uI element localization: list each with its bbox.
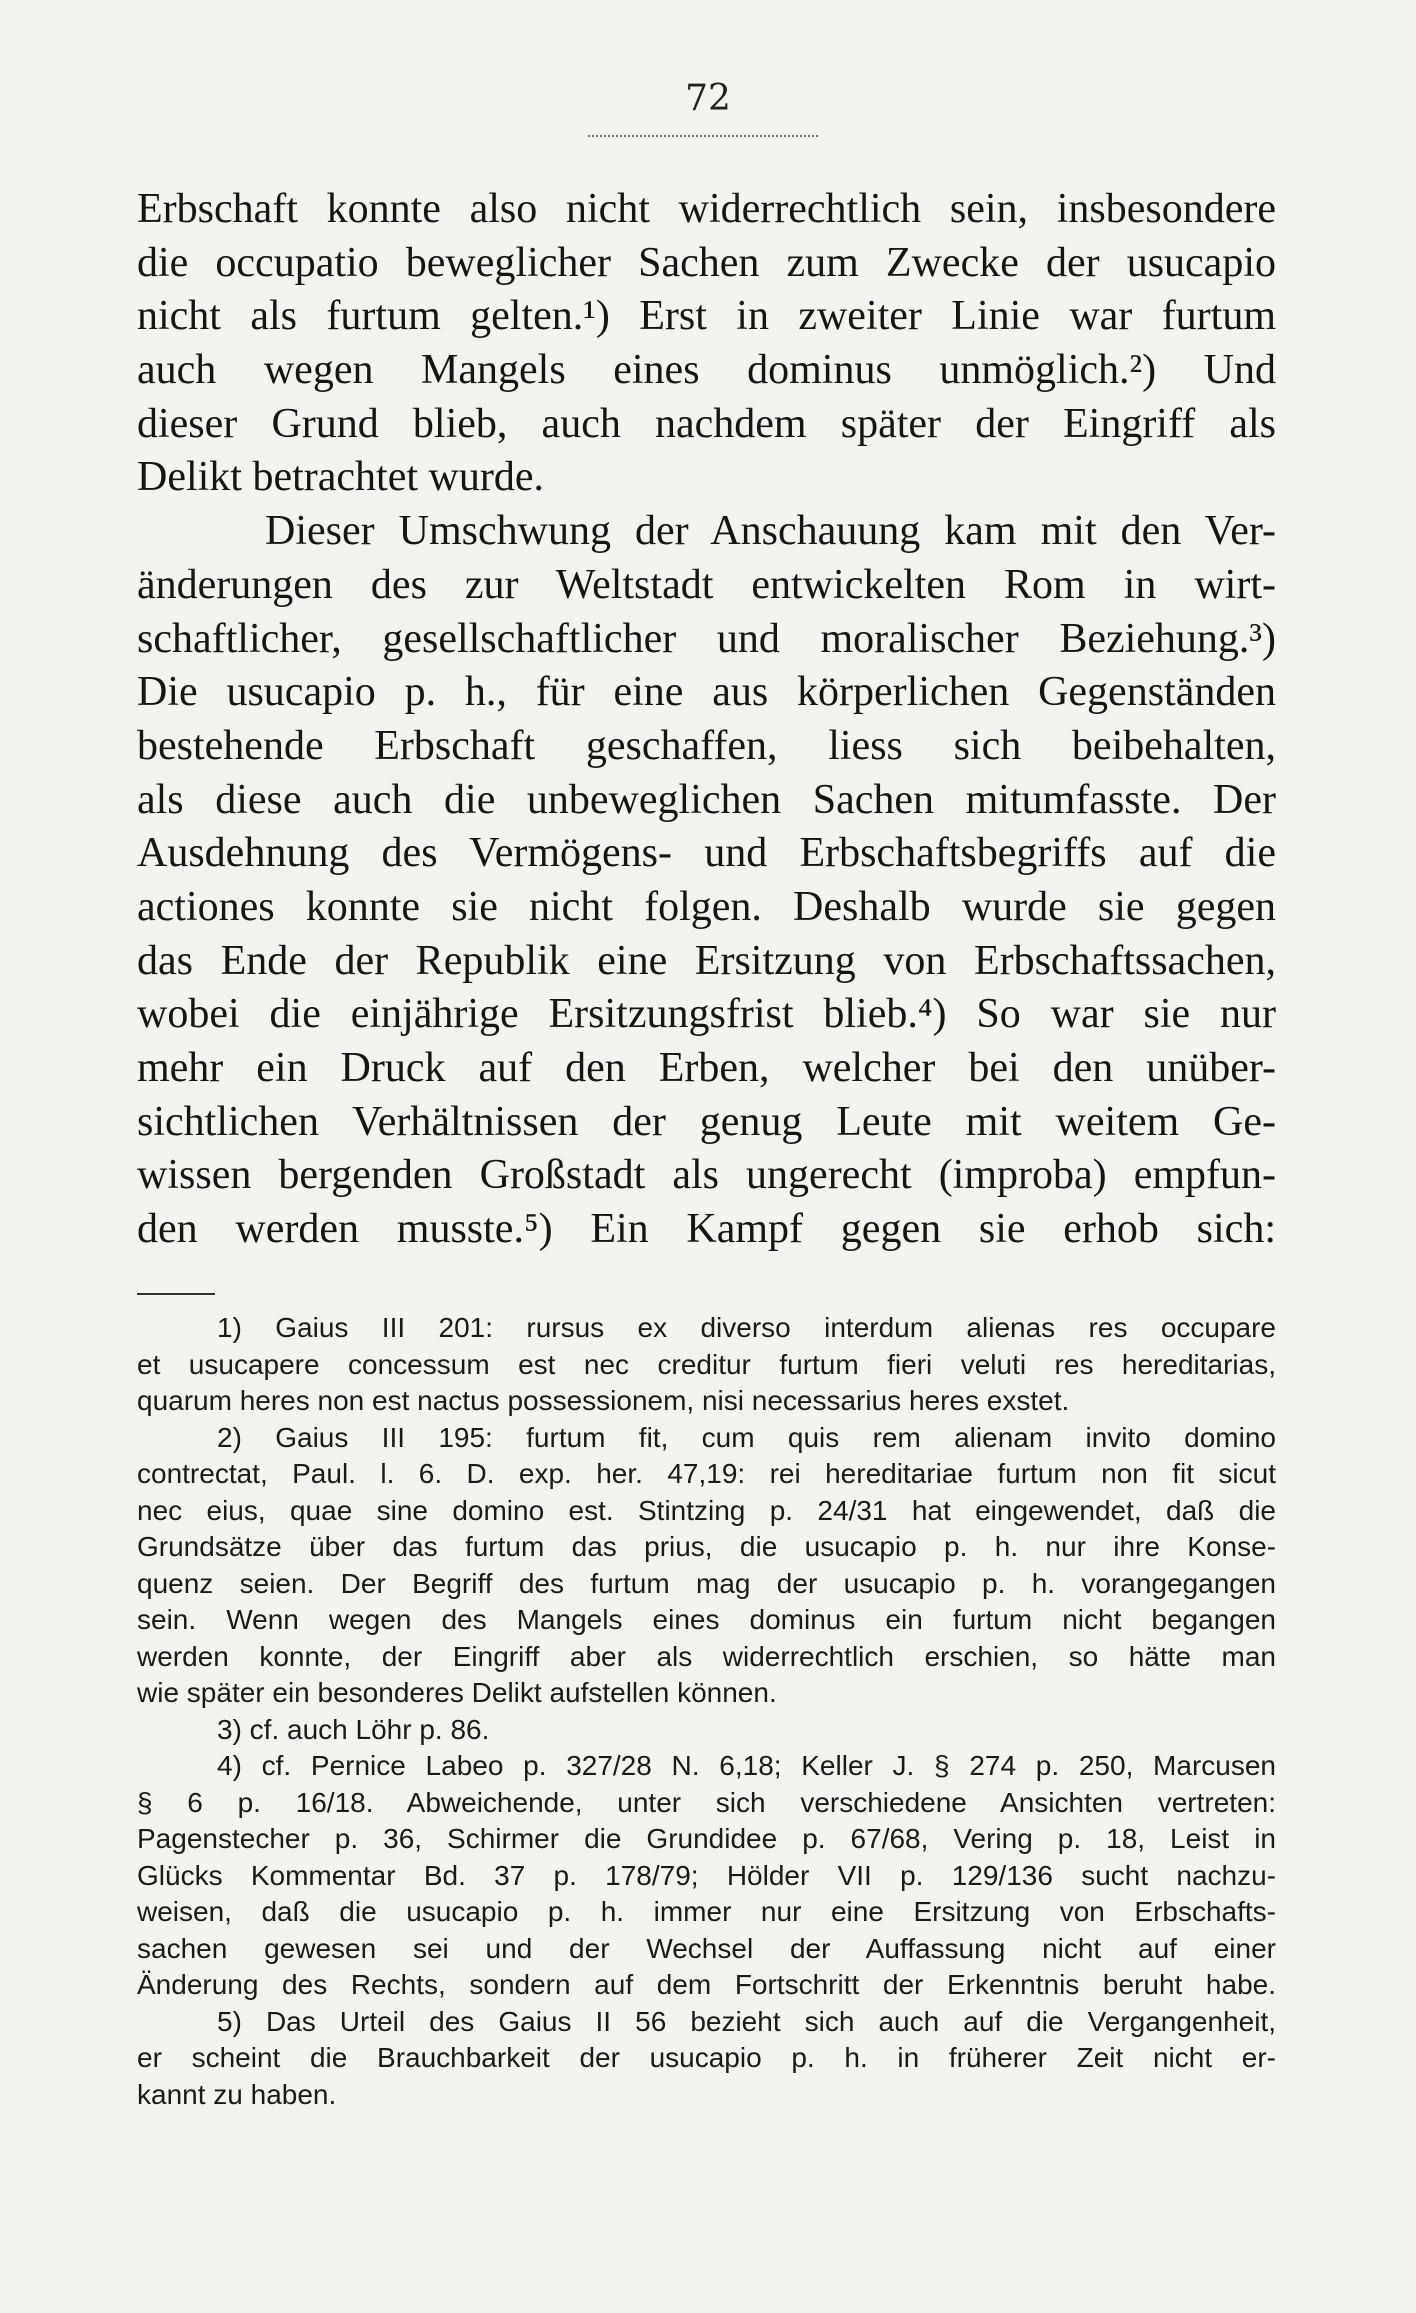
footnote-line: wie später ein besonderes Delikt aufstellen können.	[137, 1677, 777, 1708]
footnote-line: contrectat, Paul. l. 6. D. exp. her. 47,19: rei hereditariae furtum non fit sicut	[137, 1458, 1276, 1489]
text-line: Dieser Umschwung der Anschauung kam mit den Ver-	[265, 508, 1276, 555]
text-line: das Ende der Republik eine Ersitzung von Erbschaftssachen,	[137, 937, 1276, 984]
footnote-line: Pagenstecher p. 36, Schirmer die Grundidee p. 67/68, Vering p. 18, Leist in	[137, 1823, 1276, 1854]
text-line: wissen bergenden Großstadt als ungerecht (improba) empfun-	[137, 1152, 1276, 1199]
footnote-line: nec eius, quae sine domino est. Stintzing p. 24/31 hat eingewendet, daß die	[137, 1494, 1276, 1526]
footnote-line: 3) cf. auch Löhr p. 86.	[217, 1713, 490, 1745]
footnote-line: kannt zu haben.	[137, 2078, 337, 2110]
text-line: als diese auch die unbeweglichen Sachen mitumfasste. Der	[137, 776, 1276, 823]
footnote-line: Grundsätze über das furtum das prius, die usucapio p. h. nur ihre Konse-	[137, 1531, 1276, 1562]
text-line: sichtlichen Verhältnissen der genug Leute mit weitem Ge-	[137, 1098, 1276, 1145]
footnote-line: 4) cf. Pernice Labeo p. 327/28 N. 6,18; Keller J. § 274 p. 250, Marcusen	[217, 1750, 1276, 1781]
main-text	[137, 183, 1276, 1257]
footnote-line: quarum heres non est nactus possessionem, nisi necessarius heres exstet.	[137, 1385, 1070, 1416]
footnote-line: sachen gewesen sei und der Wechsel der Auffassung nicht auf einer	[137, 1932, 1276, 1964]
footnote-line: 1) Gaius III 201: rursus ex diverso interdum alienas res occupare	[217, 1312, 1276, 1343]
text-line: die occupatio beweglicher Sachen zum Zwecke der usucapio	[137, 239, 1276, 286]
text-line: Delikt betrachtet wurde.	[137, 454, 544, 501]
text-line: Die usucapio p. h., für eine aus körperlichen Gegenständen	[137, 669, 1276, 716]
footnote-line: § 6 p. 16/18. Abweichende, unter sich verschiedene Ansichten vertreten:	[137, 1786, 1276, 1818]
footnote-separator	[137, 1293, 215, 1295]
text-line: dieser Grund blieb, auch nachdem später der Eingriff als	[137, 400, 1276, 447]
text-line: änderungen des zur Weltstadt entwickelten Rom in wirt-	[137, 561, 1276, 608]
text-line: Ausdehnung des Vermögens- und Erbschaftsbegriffs auf die	[137, 830, 1276, 877]
text-line: actiones konnte sie nicht folgen. Deshalb wurde sie gegen	[137, 883, 1276, 930]
footnote-line: quenz seien. Der Begriff des furtum mag der usucapio p. h. vorangegangen	[137, 1567, 1276, 1599]
text-line: schaftlicher, gesellschaftlicher und moralischer Beziehung.³)	[137, 615, 1276, 662]
text-line: auch wegen Mangels eines dominus unmöglich.²) Und	[137, 347, 1276, 394]
text-line: mehr ein Druck auf den Erben, welcher bei den unüber-	[137, 1045, 1276, 1091]
footnote-line: 2) Gaius III 195: furtum fit, cum quis rem alienam invito domino	[217, 1421, 1276, 1453]
text-line: wobei die einjährige Ersitzungsfrist blieb.⁴) So war sie nur	[137, 991, 1276, 1038]
footnote-line: werden konnte, der Eingriff aber als widerrechtlich erschien, so hätte man	[137, 1640, 1276, 1672]
footnote-line: Glücks Kommentar Bd. 37 p. 178/79; Hölder VII p. 129/136 sucht nachzu-	[137, 1859, 1276, 1891]
page-number: 72	[685, 78, 731, 119]
text-line: Erbschaft konnte also nicht widerrechtlich sein, insbesondere	[137, 186, 1276, 232]
footnotes	[137, 1310, 1276, 2113]
footnote-line: 5) Das Urteil des Gaius II 56 bezieht sich auch auf die Vergangenheit,	[217, 2005, 1276, 2037]
text-line: nicht als furtum gelten.¹) Erst in zweiter Linie war furtum	[137, 293, 1276, 340]
footnote-line: et usucapere concessum est nec creditur furtum fieri veluti res hereditarias,	[137, 1348, 1276, 1380]
footnote-line: er scheint die Brauchbarkeit der usucapio p. h. in früherer Zeit nicht er-	[137, 2042, 1276, 2073]
text-line: bestehende Erbschaft geschaffen, liess sich beibehalten,	[137, 722, 1276, 769]
page-number-ornament	[588, 135, 818, 140]
text-line: den werden musste.⁵) Ein Kampf gegen sie erhob sich:	[137, 1206, 1276, 1253]
footnote-line: weisen, daß die usucapio p. h. immer nur eine Ersitzung von Erbschafts-	[137, 1896, 1276, 1927]
footnote-line: Änderung des Rechts, sondern auf dem Fortschritt der Erkenntnis beruht habe.	[137, 1969, 1276, 2000]
footnote-line: sein. Wenn wegen des Mangels eines dominus ein furtum nicht begangen	[137, 1604, 1276, 1635]
